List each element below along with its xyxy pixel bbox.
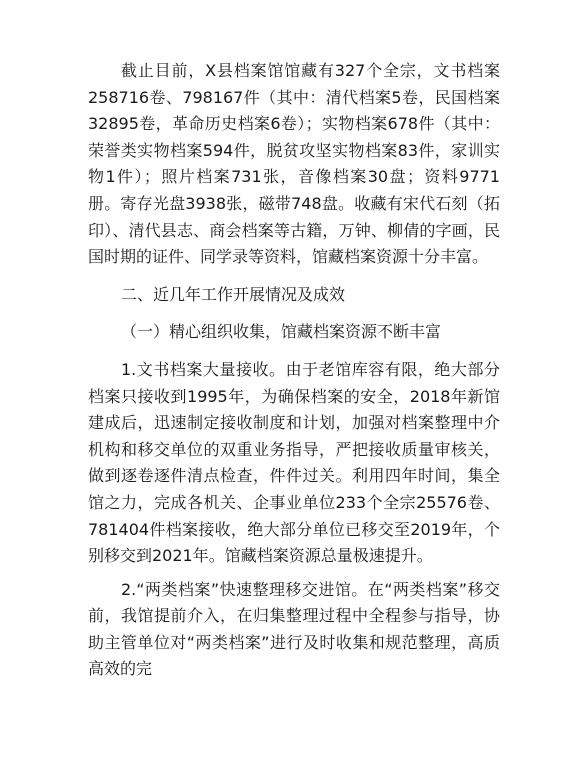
holdings-paragraph: 截止目前，X县档案馆馆藏有327个全宗，文书档案258716卷、798167件（其中：清代档案5卷，民国档案32895卷，革命历史档案6卷）；实物档案678件（其中：荣誉类实物档案594件，脱贫攻坚实物档案83件，家训实物1件）；照片档案731张，音像档案30盘；资料9771册。寄存光盘3938张，磁带748盘。收藏有宋代石刻（拓印）、清代县志、商会档案等古籍，万钟、柳倩的字画，民国时期的证件、同学录等资料，馆藏档案资源十分丰富。 <box>88 61 500 267</box>
document-page <box>88 58 500 683</box>
subsection-heading: （一）精心组织收集，馆藏档案资源不断丰富 <box>121 322 442 342</box>
two-types-archives-paragraph: 2.“两类档案”快速整理移交进馆。在“两类档案”移交前，我馆提前介入，在归集整理过程中全程参与指导，协助主管单位对“两类档案”进行及时收集和规范整理，高质高效的完 <box>88 579 500 679</box>
section-heading: 二、近几年工作开展情况及成效 <box>121 284 346 304</box>
archive-receipt-paragraph: 1.文书档案大量接收。由于老馆库容有限，绝大部分档案只接收到1995年，为确保档案的安全，2018年新馆建成后，迅速制定接收制度和计划，加强对档案整理中介机构和移交单位的双重业务指导，严把接收质量审核关，做到逐卷逐件清点检查，件件过关。利用四年时间，集全馆之力，完成各机关、企事业单位233个全宗25576卷、781404件档案接收，绝大部分单位已移交至2019年，个别移交到2021年。馆藏档案资源总量极速提升。 <box>88 359 500 566</box>
